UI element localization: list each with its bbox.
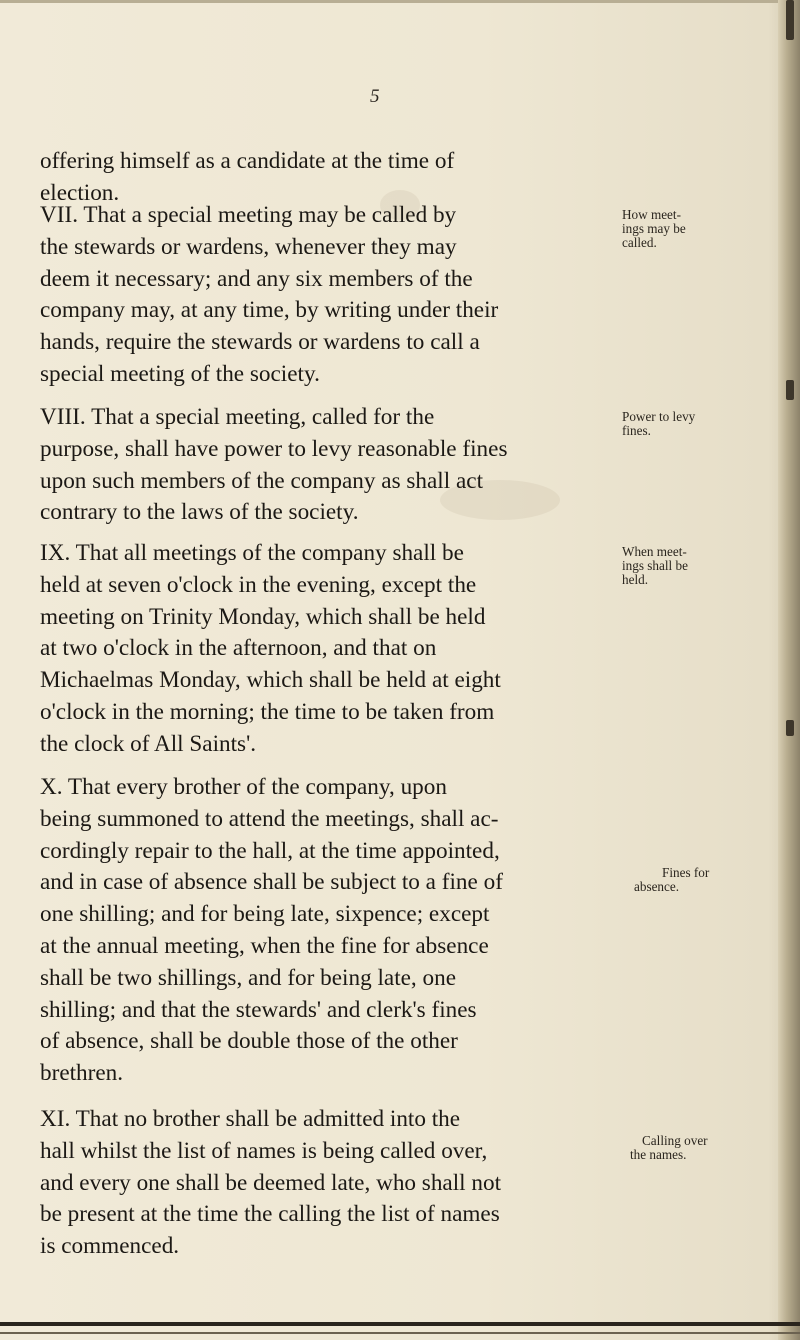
text-line: meeting on Trinity Monday, which shall be held bbox=[40, 603, 486, 630]
text-line: the clock of All Saints'. bbox=[40, 730, 257, 757]
page-top-edge bbox=[0, 0, 800, 3]
text-line: IX. That all meetings of the company shall be bbox=[40, 540, 464, 566]
page-number: 5 bbox=[370, 86, 380, 107]
margin-note-line: Power to levy bbox=[622, 409, 696, 424]
margin-note-line: Calling over bbox=[642, 1133, 708, 1148]
spine-mark bbox=[786, 720, 794, 736]
text-line: being summoned to attend the meetings, shall ac- bbox=[40, 805, 499, 832]
margin-note-line: the names. bbox=[630, 1147, 687, 1162]
margin-note-line: When meet- bbox=[622, 544, 687, 559]
page-bottom-edge bbox=[0, 1322, 800, 1326]
text-line: VIII. That a special meeting, called for the bbox=[40, 404, 435, 430]
text-line: special meeting of the society. bbox=[40, 360, 320, 387]
text-line: be present at the time the calling the list of names bbox=[40, 1201, 500, 1228]
margin-note-line: How meet- bbox=[622, 207, 681, 222]
text-line: VII. That a special meeting may be called by bbox=[40, 202, 457, 228]
text-line: hands, require the stewards or wardens to call a bbox=[40, 329, 480, 356]
margin-note-line: ings shall be bbox=[622, 558, 688, 573]
text-line: offering himself as a candidate at the time of bbox=[40, 148, 455, 174]
margin-note-line: ings may be bbox=[622, 221, 686, 236]
text-line: one shilling; and for being late, sixpence; except bbox=[40, 901, 490, 928]
text-line: is commenced. bbox=[40, 1233, 180, 1260]
text-line: and every one shall be deemed late, who shall not bbox=[40, 1169, 502, 1196]
article-ix bbox=[40, 538, 615, 761]
text-line: cordingly repair to the hall, at the time appointed, bbox=[40, 837, 500, 864]
text-line: XI. That no brother shall be admitted into the bbox=[40, 1106, 461, 1132]
article-vii bbox=[40, 200, 615, 391]
margin-note-vii bbox=[622, 208, 686, 250]
text-line: at the annual meeting, when the fine for absence bbox=[40, 932, 489, 959]
spine-mark bbox=[786, 0, 794, 40]
text-line: and in case of absence shall be subject to a fine of bbox=[40, 869, 503, 896]
text-line: Michaelmas Monday, which shall be held at eight bbox=[40, 667, 501, 694]
article-xi bbox=[40, 1104, 615, 1263]
text-line: o'clock in the morning; the time to be taken from bbox=[40, 698, 495, 725]
spine-mark bbox=[786, 380, 794, 400]
text-line: hall whilst the list of names is being called over, bbox=[40, 1137, 488, 1164]
text-line: shilling; and that the stewards' and clerk's fines bbox=[40, 996, 477, 1023]
margin-note-xi bbox=[630, 1134, 708, 1162]
text-line: shall be two shillings, and for being late, one bbox=[40, 964, 457, 991]
margin-note-line: held. bbox=[622, 572, 649, 587]
article-x bbox=[40, 772, 615, 1090]
text-line: upon such members of the company as shall act bbox=[40, 467, 484, 494]
text-line: the stewards or wardens, whenever they may bbox=[40, 233, 457, 260]
text-line: of absence, shall be double those of the other bbox=[40, 1028, 458, 1055]
text-line: held at seven o'clock in the evening, except the bbox=[40, 571, 477, 598]
margin-note-x bbox=[634, 866, 709, 894]
margin-note-line: absence. bbox=[634, 879, 680, 894]
text-line: election. bbox=[40, 179, 120, 206]
margin-note-line: fines. bbox=[622, 423, 651, 438]
margin-note-ix bbox=[622, 545, 688, 587]
book-spine-edge bbox=[778, 0, 800, 1340]
margin-note-viii bbox=[622, 410, 695, 438]
text-line: contrary to the laws of the society. bbox=[40, 499, 359, 526]
margin-note-line: called. bbox=[622, 235, 657, 250]
text-line: brethren. bbox=[40, 1060, 124, 1087]
margin-note-line: Fines for bbox=[662, 865, 710, 880]
text-line: at two o'clock in the afternoon, and that on bbox=[40, 635, 437, 662]
page-bottom-edge bbox=[0, 1332, 800, 1334]
text-line: deem it necessary; and any six members of the bbox=[40, 265, 473, 292]
text-line: company may, at any time, by writing under their bbox=[40, 297, 499, 324]
text-line: X. That every brother of the company, upon bbox=[40, 774, 447, 800]
article-viii bbox=[40, 402, 615, 529]
text-line: purpose, shall have power to levy reasonable fines bbox=[40, 435, 508, 462]
